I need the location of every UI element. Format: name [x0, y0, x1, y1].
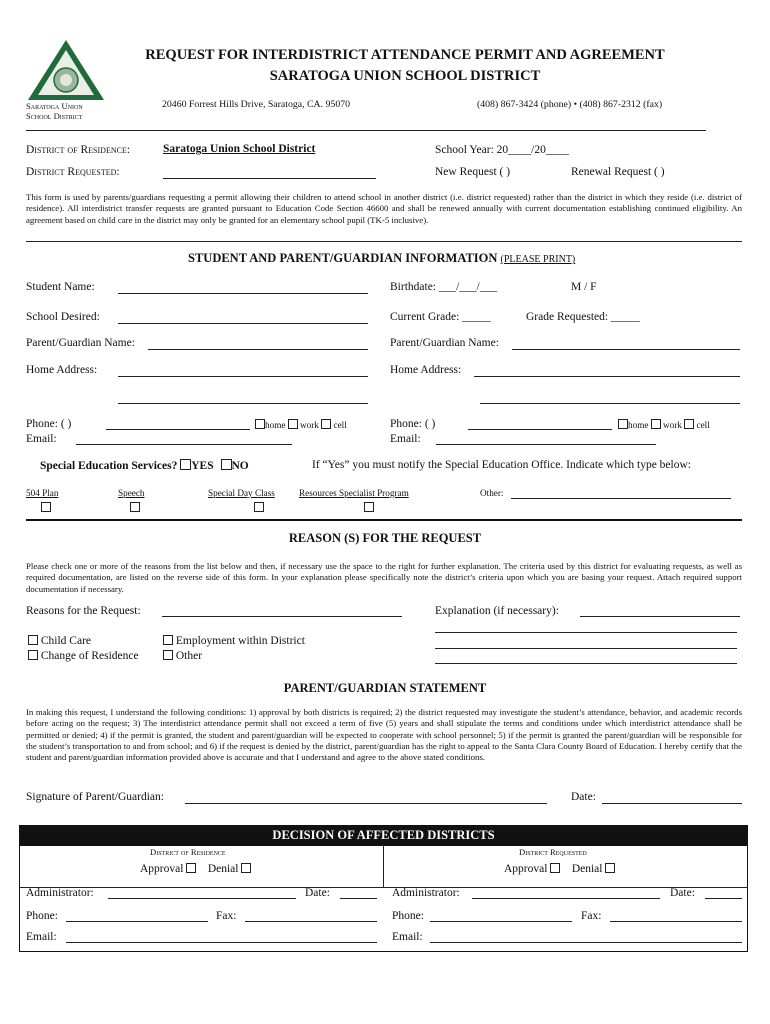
denial-label: Denial — [207, 863, 239, 875]
home-label: home — [265, 420, 286, 430]
change-of-residence-checkbox[interactable] — [28, 650, 38, 660]
type-speech: Speech — [118, 488, 145, 498]
yes-label: YES — [191, 460, 214, 472]
student-section-heading — [188, 251, 575, 266]
work-label: work — [300, 420, 319, 430]
birthdate[interactable]: Birthdate: ___/___/___ — [390, 281, 498, 293]
parent-name-field-right[interactable] — [512, 349, 740, 350]
phone-label-right: Phone: ( ) — [390, 418, 436, 430]
district-phone-fax: (408) 867-3424 (phone) • (408) 867-2312 (fax) — [477, 99, 663, 110]
residence-phone-label: Phone: — [26, 910, 58, 922]
residence-date-label: Date: — [305, 887, 330, 899]
email-label-right: Email: — [390, 433, 421, 445]
residence-email-field[interactable] — [66, 942, 377, 943]
special-ed-question — [40, 459, 249, 472]
residence-phone-field[interactable] — [66, 921, 208, 922]
residence-fax-label: Fax: — [216, 910, 237, 922]
form-title: REQUEST FOR INTERDISTRICT ATTENDANCE PERMIT AND AGREEMENT — [145, 47, 665, 63]
reasons-field[interactable] — [162, 616, 402, 617]
special-ed-label: Special Education Services? — [40, 460, 178, 472]
employment-checkbox[interactable] — [163, 635, 173, 645]
district-requested-field[interactable] — [163, 178, 376, 179]
signature-date-label: Date: — [571, 791, 596, 803]
other-reason-checkbox[interactable] — [163, 650, 173, 660]
residence-value: Saratoga Union School District — [163, 143, 316, 155]
email-field-right[interactable] — [436, 444, 656, 445]
intro-paragraph: This form is used by parents/guardians requesting a permit allowing their children to attend school in another district (i.e. district requested) rather than the district in which they reside (i.e. district of residence). All interdistrict transfer requests are granted pursuant to Education Code Section 46600 and shall be renewed annually with current documentation establishing continued eligibility. An agreement based on child care in the district may only be granted for an elementary school pupil (TK-5 inclusive). — [26, 192, 742, 225]
type-special-day-class: Special Day Class — [208, 488, 275, 498]
requested-admin-label: Administrator: — [392, 887, 460, 899]
grade-requested[interactable]: Grade Requested: _____ — [526, 311, 640, 323]
logo-text-2: School District — [26, 111, 83, 121]
sex-field[interactable]: M / F — [571, 281, 597, 293]
other-reason-label: Other — [175, 650, 203, 662]
school-year: School Year: 20____/20____ — [435, 144, 569, 156]
explanation-field-3[interactable] — [435, 648, 737, 649]
school-desired-field[interactable] — [118, 323, 368, 324]
residence-column-title: District of Residence — [150, 847, 226, 857]
reason-child-care[interactable] — [28, 635, 91, 647]
requested-admin-field[interactable] — [472, 898, 660, 899]
decision-heading: DECISION OF AFFECTED DISTRICTS — [272, 828, 495, 842]
cell-checkbox[interactable] — [684, 419, 694, 429]
type-other-label: Other: — [480, 488, 504, 498]
residence-denial-checkbox[interactable] — [241, 863, 251, 873]
statement-heading: PARENT/GUARDIAN STATEMENT — [283, 681, 487, 695]
decision-box — [19, 825, 748, 952]
student-section-divider — [26, 519, 742, 521]
special-day-class-checkbox[interactable] — [254, 502, 264, 512]
change-of-residence-label: Change of Residence — [40, 650, 139, 662]
child-care-label: Child Care — [40, 635, 92, 647]
student-heading-text: STUDENT AND PARENT/GUARDIAN INFORMATION — [188, 251, 498, 265]
no-label: NO — [231, 460, 249, 472]
approval-label: Approval — [504, 863, 548, 875]
decision-row-divider — [20, 887, 747, 888]
home-address-field-right[interactable] — [474, 376, 740, 377]
signature-field[interactable] — [185, 803, 547, 804]
renewal-request[interactable]: Renewal Request ( ) — [571, 166, 665, 178]
residence-admin-field[interactable] — [108, 898, 296, 899]
requested-fax-label: Fax: — [581, 910, 602, 922]
type-other-field[interactable] — [511, 498, 731, 499]
signature-date-field[interactable] — [602, 803, 742, 804]
resource-specialist-checkbox[interactable] — [364, 502, 374, 512]
current-grade[interactable]: Current Grade: _____ — [390, 311, 491, 323]
district-name-title: SARATOGA UNION SCHOOL DISTRICT — [269, 68, 541, 84]
residence-approval — [140, 863, 251, 875]
denial-label: Denial — [571, 863, 603, 875]
requested-approval-checkbox[interactable] — [550, 863, 560, 873]
parent-name-label-left: Parent/Guardian Name: — [26, 337, 135, 349]
home-checkbox[interactable] — [618, 419, 628, 429]
home-checkbox[interactable] — [255, 419, 265, 429]
phone-label-left: Phone: ( ) — [26, 418, 72, 430]
requested-label: District Requested: — [26, 166, 120, 178]
district-address: 20460 Forrest Hills Drive, Saratoga, CA. 95070 — [162, 99, 351, 110]
requested-fax-field[interactable] — [610, 921, 742, 922]
decision-column-divider — [383, 846, 384, 887]
speech-checkbox[interactable] — [130, 502, 140, 512]
home-address-field-left-2[interactable] — [118, 403, 368, 404]
residence-approval-checkbox[interactable] — [186, 863, 196, 873]
signature-label: Signature of Parent/Guardian: — [26, 791, 164, 803]
explanation-field-4[interactable] — [435, 663, 737, 664]
residence-fax-field[interactable] — [245, 921, 377, 922]
reasons-intro: Please check one or more of the reasons from the list below and then, if necessary use the space to the right for further explanation. The criteria used by this district for evaluating requests, as well as required documentation, are listed on the reverse side of this form. In your explanation please specifically note the district’s criteria upon which you are basing your request. Attach required support documentation if necessary. — [26, 561, 742, 594]
phone-field-right[interactable] — [468, 429, 612, 430]
home-address-label-right: Home Address: — [390, 364, 462, 376]
home-address-field-left[interactable] — [118, 376, 368, 377]
new-request[interactable]: New Request ( ) — [435, 166, 511, 178]
reason-change-of-residence[interactable] — [28, 650, 139, 662]
logo-text-1: Saratoga Union — [26, 101, 83, 111]
explanation-field-2[interactable] — [435, 632, 737, 633]
approval-label: Approval — [140, 863, 184, 875]
reasons-label: Reasons for the Request: — [26, 605, 141, 617]
cell-label: cell — [696, 420, 710, 430]
504-plan-checkbox[interactable] — [41, 502, 51, 512]
special-ed-yes-checkbox[interactable] — [180, 459, 191, 470]
reasons-heading: REASON (S) FOR THE REQUEST — [288, 531, 482, 545]
reason-other[interactable] — [163, 650, 202, 662]
requested-email-field[interactable] — [430, 942, 742, 943]
student-name-label: Student Name: — [26, 281, 95, 293]
requested-date-field[interactable] — [705, 898, 742, 899]
home-label: home — [628, 420, 649, 430]
cell-checkbox[interactable] — [321, 419, 331, 429]
statement-text: In making this request, I understand the following conditions: 1) approval by both districts is required; 2) the district requested may investigate the student’s attendance, behavior, and academic records before acting on the request; 3) The interdistrict attendance permit shall not exceed a term of five (5) years and shall stipulate the terms and conditions under which interdistrict attendance shall be permitted or denied; 4) if the permit is granted, the student and parent/guardian will be expected to cooperate with school personnel; 5) if the permit is granted the parent/guardian will be responsible for the student’s transportation to and from school; and 6) if the request is denied by the district, parent/guardian has the right to appeal to the Santa Clara County Board of Education. I hereby certify that the student and parent/guardian information provided above is accurate and that I understand and agree to the above stated conditions. — [26, 707, 742, 763]
header-divider — [26, 130, 706, 131]
phone-type-left — [255, 419, 347, 430]
intro-divider — [26, 241, 742, 242]
cell-label: cell — [333, 420, 347, 430]
employment-label: Employment within District — [175, 635, 305, 647]
phone-type-right — [618, 419, 710, 430]
child-care-checkbox[interactable] — [28, 635, 38, 645]
email-field-left[interactable] — [76, 444, 292, 445]
student-name-field[interactable] — [118, 293, 368, 294]
requested-column-title: District Requested — [519, 847, 587, 857]
requested-email-label: Email: — [392, 931, 423, 943]
work-checkbox[interactable] — [651, 419, 661, 429]
email-label-left: Email: — [26, 433, 57, 445]
home-address-field-right-2[interactable] — [480, 403, 740, 404]
residence-email-label: Email: — [26, 931, 57, 943]
residence-label: District of Residence: — [26, 144, 131, 156]
special-ed-no-checkbox[interactable] — [221, 459, 232, 470]
explanation-field-1[interactable] — [580, 616, 740, 617]
parent-name-label-right: Parent/Guardian Name: — [390, 337, 499, 349]
requested-phone-field[interactable] — [430, 921, 572, 922]
parent-name-field-left[interactable] — [148, 349, 368, 350]
requested-denial-checkbox[interactable] — [605, 863, 615, 873]
work-checkbox[interactable] — [288, 419, 298, 429]
residence-admin-label: Administrator: — [26, 887, 94, 899]
requested-date-label: Date: — [670, 887, 695, 899]
type-504-plan: 504 Plan — [26, 488, 59, 498]
special-ed-note: If “Yes” you must notify the Special Education Office. Indicate which type below: — [312, 459, 691, 471]
requested-approval — [504, 863, 615, 875]
school-desired-label: School Desired: — [26, 311, 100, 323]
work-label: work — [663, 420, 682, 430]
reason-employment[interactable] — [163, 635, 305, 647]
residence-date-field[interactable] — [340, 898, 377, 899]
type-resource-specialist: Resources Specialist Program — [299, 488, 409, 498]
home-address-label-left: Home Address: — [26, 364, 98, 376]
explanation-label: Explanation (if necessary): — [435, 605, 559, 617]
phone-field-left[interactable] — [106, 429, 250, 430]
please-print-note: (PLEASE PRINT) — [500, 254, 576, 265]
requested-phone-label: Phone: — [392, 910, 424, 922]
